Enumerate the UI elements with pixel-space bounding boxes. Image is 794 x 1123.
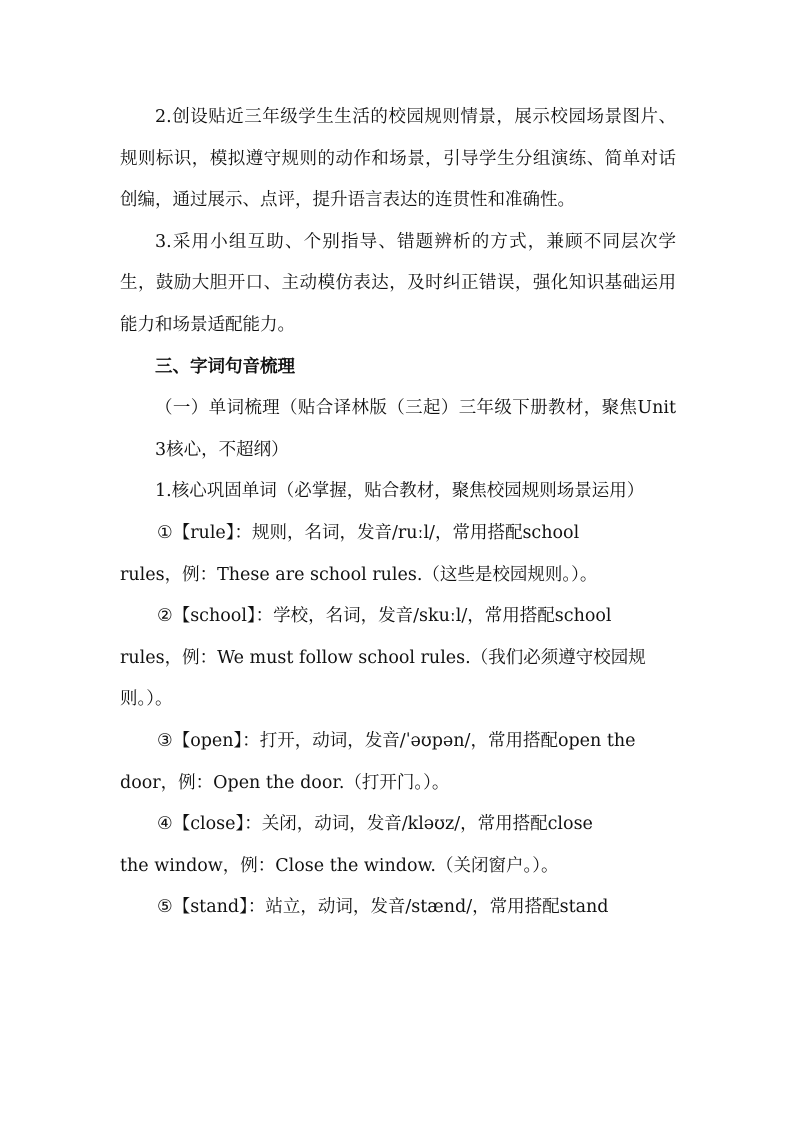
vocab-line: rules，例：We must follow school rules.（我们必须遵守校园规 [120, 647, 646, 668]
vocab-entry-rule [120, 513, 676, 596]
vocab-line: 则。）。 [120, 689, 173, 710]
vocab-line: ④【close】：关闭，动词，发音/kləʊz/，常用搭配close [157, 814, 593, 835]
vocab-line: rules，例：These are school rules.（这些是校园规则。）。 [120, 564, 598, 585]
list-item-core-words: 1.核心巩固单词（必掌握，贴合教材，聚焦校园规则场景运用） [155, 481, 645, 502]
paragraph-method-3: 3.采用小组互助、个别指导、错题辨析的方式，兼顾不同层次学生，鼓励大胆开口、主动模仿表达，及时纠正错误，强化知识基础运用能力和场景适配能力。 [120, 231, 676, 335]
vocab-entry-close [120, 804, 676, 887]
vocab-entry-school [120, 596, 676, 721]
vocab-line: ①【rule】：规则，名词，发音/ruːl/，常用搭配school [157, 522, 580, 543]
vocab-line: ②【school】：学校，名词，发音/skuːl/，常用搭配school [157, 606, 612, 627]
vocab-line: ⑤【stand】：站立，动词，发音/stænd/，常用搭配stand [157, 897, 609, 918]
vocab-line: ③【open】：打开，动词，发音/ˈəʊpən/，常用搭配open the [157, 730, 636, 751]
paragraph-method-2: 2.创设贴近三年级学生生活的校园规则情景，展示校园场景图片、规则标识，模拟遵守规则的动作和场景，引导学生分组演练、简单对话创编，通过展示、点评，提升语言表达的连贯性和准确性。 [120, 107, 676, 211]
section-heading-3: 三、字词句音梳理 [155, 356, 295, 377]
vocab-entry-stand [120, 887, 676, 929]
vocab-line: the window，例：Close the window.（关闭窗户。）。 [120, 855, 559, 876]
vocab-entry-open [120, 721, 676, 804]
document-body [120, 97, 676, 929]
vocab-line: door，例：Open the door.（打开门。）。 [120, 772, 450, 793]
subsection-heading-1: （一）单词梳理（贴合译林版（三起）三年级下册教材，聚焦Unit 3核心，不超纲） [155, 398, 676, 460]
